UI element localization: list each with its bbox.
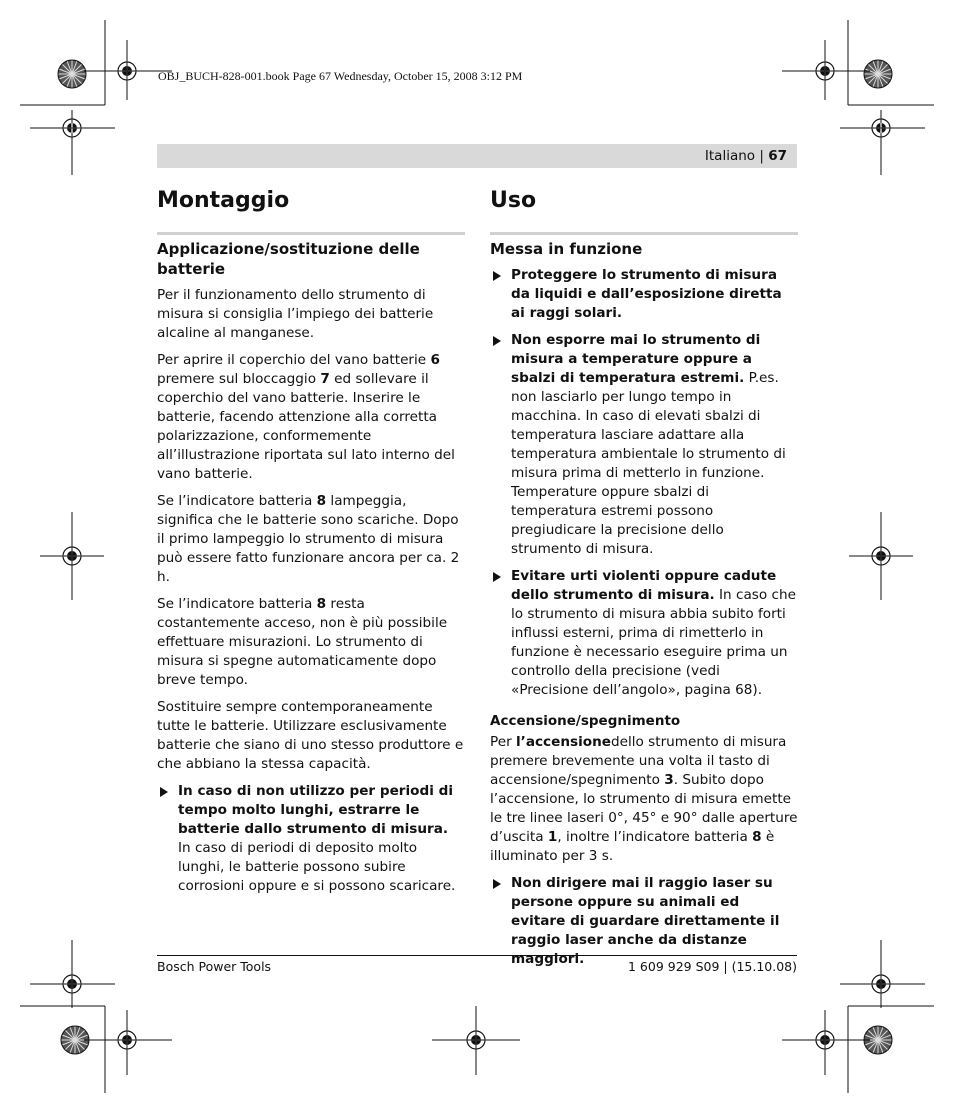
print-info-line: OBJ_BUCH-828-001.book Page 67 Wednesday, October 15, 2008 3:12 PM (158, 69, 523, 83)
paragraph: Sostituire sempre contemporaneamente tutte le batterie. Utilizzare esclusivamente batterie che siano di uno stesso produttore e che abbiano la stessa capacità. (157, 699, 464, 772)
title-montaggio: Montaggio (157, 188, 290, 213)
starburst-target-icon (864, 60, 892, 88)
bullet-arrow-icon (493, 271, 501, 281)
section-rule (490, 232, 798, 235)
title-uso: Uso (490, 188, 537, 213)
starburst-target-icon (58, 60, 86, 88)
paragraph: Per aprire il coperchio del vano batterie 6 premere sul bloccaggio 7 ed sollevare il coperchio del vano batterie. Inserire le batterie, facendo attenzione alla corretta polarizzazione, conformemente all’illustrazione riportata sul lato interno del vano batterie. (157, 352, 455, 482)
warning-bullet: Proteggere lo strumento di misura da liquidi e dall’esposizione diretta ai raggi solari. (490, 266, 798, 323)
bullet-arrow-icon (493, 879, 501, 889)
bullet-arrow-icon (493, 572, 501, 582)
warning-bullet: In caso di non utilizzo per periodi di tempo molto lunghi, estrarre le batterie dallo strumento di misura. In caso di periodi di deposito molto lunghi, le batterie possono subire corrosioni oppure e si possono scaricare. (157, 782, 465, 896)
page-header (157, 144, 797, 168)
page-header-text (705, 148, 787, 164)
header-separator: | (759, 148, 764, 164)
bullet-arrow-icon (493, 336, 501, 346)
section-heading-batteries: Applicazione/sostituzione delle batterie (157, 240, 420, 278)
section-heading-messa-in-funzione: Messa in funzione (490, 240, 643, 258)
footer-brand: Bosch Power Tools (157, 959, 272, 974)
warning-bullet: Evitare urti violenti oppure cadute dello strumento di misura. In caso che lo strumento di misura abbia subito forti influssi esterni, prima di rimetterlo in funzione è necessario eseguire prima un controllo della precisione (vedi «Precisione dell’angolo», pagina 68). (490, 567, 798, 700)
warning-bullet: Non dirigere mai il raggio laser su persone oppure su animali ed evitare di guardare direttamente il raggio laser anche da distanze maggiori. (490, 874, 798, 969)
section-rule (157, 232, 465, 235)
paragraph: Per il funzionamento dello strumento di misura si consiglia l’impiego dei batterie alcaline al manganese. (157, 287, 434, 341)
header-language: Italiano (704, 148, 756, 164)
right-column (490, 232, 798, 977)
header-page-number: 67 (768, 148, 787, 164)
footer-doc-number: 1 609 929 S09 | (15.10.08) (627, 959, 797, 974)
left-column (157, 232, 465, 904)
paragraph: Se l’indicatore batteria 8 lampeggia, significa che le batterie sono scariche. Dopo il primo lampeggio lo strumento di misura può essere fatto funzionare ancora per ca. 2 h. (157, 493, 460, 585)
paragraph: Per l’accensionedello strumento di misura premere brevemente una volta il tasto di accensione/spegnimento 3. Subito dopo l’accensione, lo strumento di misura emette le tre linee laseri 0°, 45° e 90° dalle aperture d’uscita 1, inoltre l’indicatore batteria 8 è illuminato per 3 s. (490, 734, 798, 864)
bullet-arrow-icon (160, 787, 168, 797)
paragraph: Se l’indicatore batteria 8 resta costantemente acceso, non è più possibile effettuare misurazioni. Lo strumento di misura si spegne automaticamente dopo breve tempo. (157, 596, 448, 688)
subheading-accensione: Accensione/spegnimento (490, 713, 681, 729)
warning-bullet: Non esporre mai lo strumento di misura a temperature oppure a sbalzi di temperatura estremi. P.es. non lasciarlo per lungo tempo in macchina. In caso di elevati sbalzi di temperatura lasciare adattare alla temperatura ambientale lo strumento di misura prima di metterlo in funzione. Temperature oppure sbalzi di temperatura estremi possono pregiudicare la precisione dello strumento di misura. (490, 331, 798, 559)
footer-rule (157, 955, 797, 956)
